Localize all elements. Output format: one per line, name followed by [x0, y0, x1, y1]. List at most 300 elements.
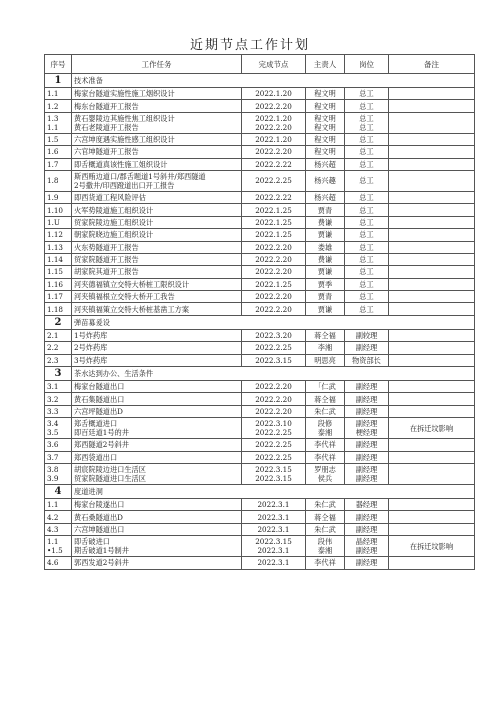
note-cell — [389, 170, 475, 191]
row-number — [45, 405, 72, 417]
date-cell — [242, 451, 306, 463]
role-cell — [345, 88, 389, 100]
date-cell — [242, 112, 306, 133]
row-number — [45, 204, 72, 216]
role-cell-line: 总工 — [359, 134, 374, 144]
table-row — [45, 354, 475, 366]
owner-cell — [306, 439, 345, 451]
date-cell-line: 2022.1.25 — [255, 230, 292, 240]
task-cell — [72, 342, 242, 354]
note-cell — [389, 291, 475, 303]
date-cell — [242, 170, 306, 191]
owner-cell — [306, 216, 345, 228]
date-cell — [242, 523, 306, 535]
row-number-line: 4.6 — [47, 558, 59, 568]
row-number-line: 1.12 — [47, 230, 64, 240]
date-cell-line: 2022.1.25 — [255, 205, 292, 215]
date-cell-line: 2022.3.1 — [257, 546, 290, 556]
owner-cell — [306, 498, 345, 510]
owner-cell-line: 朱仁武 — [314, 524, 336, 534]
row-number — [45, 170, 72, 191]
section-title: 技术准备 — [72, 74, 475, 88]
task-cell-line: 河夹镇福根立交特大桥开工我告 — [74, 292, 175, 302]
date-cell-line: 2022.2.20 — [255, 242, 292, 252]
date-cell-line: 2022.3.15 — [255, 355, 292, 365]
role-cell-line: 物资部长 — [352, 355, 381, 365]
table-row — [45, 393, 475, 405]
task-cell — [72, 523, 242, 535]
owner-cell — [306, 329, 345, 341]
owner-cell-line: 朱仁武 — [314, 500, 336, 510]
owner-cell-line: 蒋仝福 — [314, 394, 336, 404]
page-title: 近期节点工作计划 — [189, 38, 310, 53]
row-number-line: 1.9 — [47, 193, 59, 203]
role-cell-line: 副经理 — [355, 524, 378, 534]
task-cell — [72, 191, 242, 203]
owner-cell — [306, 291, 345, 303]
task-cell — [72, 204, 242, 216]
row-number-line: 1.1 — [47, 537, 59, 547]
date-cell-line: 2022.1.20 — [255, 89, 292, 99]
owner-cell-line: 泰湘 — [317, 546, 333, 556]
row-number — [45, 191, 72, 203]
date-cell-line: 2022.2.25 — [255, 343, 292, 353]
task-cell — [72, 498, 242, 510]
role-cell — [345, 253, 389, 265]
role-cell — [345, 523, 389, 535]
row-number-line: 2.3 — [47, 355, 59, 365]
owner-cell — [306, 100, 345, 112]
task-cell — [72, 241, 242, 253]
note-cell — [389, 405, 475, 417]
task-cell — [72, 329, 242, 341]
role-cell — [345, 191, 389, 203]
role-cell-line: 副经理 — [355, 473, 378, 483]
date-cell-line: 2022.2.20 — [255, 122, 292, 132]
table-row — [45, 112, 475, 133]
note-cell — [389, 146, 475, 158]
owner-cell-line: 程文明 — [314, 101, 336, 111]
owner-cell — [306, 158, 345, 170]
task-cell-line: 贸家院陵边施工组织设计 — [74, 217, 154, 227]
task-cell-line: 2号炸药库 — [74, 343, 108, 353]
row-number — [45, 88, 72, 100]
note-cell — [389, 451, 475, 463]
task-cell — [72, 170, 242, 191]
task-cell — [72, 112, 242, 133]
row-number — [45, 133, 72, 145]
task-cell-line: 1号炸药库 — [74, 331, 108, 341]
task-cell — [72, 557, 242, 569]
header-role: 岗位 — [345, 55, 389, 74]
role-cell — [345, 100, 389, 112]
date-cell — [242, 88, 306, 100]
role-cell-line: 副经理 — [355, 419, 378, 429]
note-cell — [389, 498, 475, 510]
row-number-line: 1.2 — [47, 101, 59, 111]
row-number — [45, 354, 72, 366]
table-row — [45, 133, 475, 145]
owner-cell — [306, 88, 345, 100]
row-number — [45, 278, 72, 290]
date-cell-line: 2022.3.10 — [255, 419, 292, 429]
date-cell — [242, 216, 306, 228]
owner-cell — [306, 266, 345, 278]
row-number — [45, 158, 72, 170]
date-cell-line: 2022.2.25 — [255, 176, 292, 186]
date-cell — [242, 253, 306, 265]
task-cell — [72, 511, 242, 523]
owner-cell — [306, 229, 345, 241]
task-cell-line: 贸家院隧道开工报告 — [74, 255, 139, 265]
role-cell-line: 副经理 — [355, 440, 378, 450]
task-cell — [72, 278, 242, 290]
row-number-line: 3.6 — [47, 440, 59, 450]
row-number-line: 1.1 — [47, 122, 59, 132]
row-number — [45, 229, 72, 241]
task-cell-line: 郑西袋道出口 — [74, 452, 118, 462]
note-cell — [389, 204, 475, 216]
note-cell — [389, 354, 475, 366]
owner-cell-line: 段修 — [317, 419, 333, 429]
owner-cell-line: 李湘 — [317, 343, 333, 353]
task-cell-line: 河夹德福镇立交特大桥桩工限织设计 — [74, 279, 190, 289]
row-number-line: 1.15 — [47, 267, 64, 277]
role-cell-line: 总工 — [359, 193, 374, 203]
table-row — [45, 216, 475, 228]
table-row — [45, 303, 475, 315]
row-number — [45, 291, 72, 303]
role-cell-line: 总工 — [359, 101, 374, 111]
date-cell-line: 2022.2.20 — [255, 304, 292, 314]
header-owner: 主责人 — [306, 55, 345, 74]
table-row — [45, 536, 475, 557]
table-row — [45, 523, 475, 535]
row-number-line: 1.1 — [47, 89, 59, 99]
owner-cell-line: 泰湘 — [317, 428, 333, 438]
note-cell — [389, 216, 475, 228]
section-row — [45, 315, 475, 329]
role-cell — [345, 291, 389, 303]
owner-cell-line: 杨兴趣 — [314, 176, 336, 186]
owner-cell — [306, 451, 345, 463]
role-cell — [345, 354, 389, 366]
date-cell — [242, 303, 306, 315]
date-cell — [242, 511, 306, 523]
row-number-line: 1.13 — [47, 242, 64, 252]
owner-cell-line: 贾谦 — [317, 267, 333, 277]
date-cell-line: 2022.2.25 — [255, 440, 292, 450]
task-cell — [72, 381, 242, 393]
role-cell — [345, 303, 389, 315]
task-cell-line: 黄石桑隧道出D — [74, 512, 123, 522]
task-cell-line: 郑西隧道2号斜井 — [74, 440, 129, 450]
table-row — [45, 291, 475, 303]
owner-cell-line: 蒋仝福 — [314, 331, 336, 341]
row-number — [45, 342, 72, 354]
task-cell — [72, 216, 242, 228]
row-number-line: 3.1 — [47, 382, 59, 392]
task-cell-line: 六官坤隧道开工报告 — [74, 147, 139, 157]
role-cell — [345, 133, 389, 145]
task-cell-line: 梅家台隧道实施性施工烟织设计 — [74, 89, 175, 99]
role-cell — [345, 536, 389, 557]
role-cell — [345, 418, 389, 439]
date-cell — [242, 204, 306, 216]
date-cell — [242, 418, 306, 439]
table-row — [45, 418, 475, 439]
date-cell-line: 2022.2.22 — [255, 193, 292, 203]
owner-cell — [306, 536, 345, 557]
row-number-line: 1.7 — [47, 159, 59, 169]
row-number-line: 2.1 — [47, 331, 59, 341]
date-cell — [242, 100, 306, 112]
row-number-line: 1.17 — [47, 292, 64, 302]
role-cell-line: 梗经理 — [355, 428, 378, 438]
row-number — [45, 393, 72, 405]
note-cell — [389, 241, 475, 253]
date-cell — [242, 146, 306, 158]
date-cell-line: 2022.3.1 — [257, 524, 290, 534]
task-cell-line: 胡家院其道开工报告 — [74, 267, 139, 277]
date-cell — [242, 498, 306, 510]
task-cell-line: 期舌破道1号制井 — [74, 546, 129, 556]
date-cell-line: 2022.2.25 — [255, 452, 292, 462]
row-number-line: 2.2 — [47, 343, 59, 353]
role-cell — [345, 439, 389, 451]
owner-cell — [306, 303, 345, 315]
owner-cell-line: 费谦 — [317, 255, 333, 265]
task-cell — [72, 303, 242, 315]
role-cell-line: 总工 — [359, 122, 374, 132]
row-number-line: 1.U — [47, 217, 60, 227]
date-cell — [242, 241, 306, 253]
owner-cell-line: 李代祥 — [314, 440, 336, 450]
role-cell — [345, 278, 389, 290]
date-cell — [242, 557, 306, 569]
row-number — [45, 418, 72, 439]
owner-cell-line: 段伟 — [317, 537, 333, 547]
row-number — [45, 216, 72, 228]
task-cell-line: 斯西贿边道口/郡舌题道1号斜井/郑西隧道 — [74, 171, 206, 181]
table-header-row — [45, 55, 475, 74]
date-cell — [242, 463, 306, 484]
row-number — [45, 523, 72, 535]
section-title: 弹苗募爰设 — [72, 315, 475, 329]
role-cell — [345, 229, 389, 241]
row-number — [45, 463, 72, 484]
table-row — [45, 439, 475, 451]
note-cell — [389, 158, 475, 170]
date-cell — [242, 439, 306, 451]
task-cell-line: 郭西发道2号斜井 — [74, 558, 129, 568]
owner-cell — [306, 463, 345, 484]
note-cell — [389, 342, 475, 354]
date-cell-line: 2022.3.15 — [255, 473, 292, 483]
row-number — [45, 381, 72, 393]
task-cell — [72, 405, 242, 417]
note-cell — [389, 329, 475, 341]
owner-cell-line: 贾季 — [317, 279, 333, 289]
task-cell-line: 六宫坤度遇实施性感工组织设计 — [74, 134, 175, 144]
row-number-line: 3.4 — [47, 419, 59, 429]
date-cell-line: 2022.1.25 — [255, 279, 292, 289]
date-cell-line: 2022.1.25 — [255, 217, 292, 227]
task-cell — [72, 100, 242, 112]
row-number-line: 1.5 — [47, 134, 59, 144]
date-cell-line: 2022.2.20 — [255, 292, 292, 302]
owner-cell-line: 「仁武 — [314, 382, 336, 392]
header-date: 完成节点 — [242, 55, 306, 74]
date-cell-line: 2022.2.20 — [255, 267, 292, 277]
note-cell — [389, 523, 475, 535]
table-row — [45, 342, 475, 354]
owner-cell-line: 程文明 — [314, 89, 336, 99]
owner-cell-line: 侯兵 — [317, 473, 333, 483]
owner-cell-line: 贾青 — [317, 205, 333, 215]
owner-cell-line: 程文明 — [314, 122, 336, 132]
task-cell-line: 梅东台隧道开工报告 — [74, 101, 139, 111]
date-cell-line: 2022.3.15 — [255, 464, 292, 474]
table-row — [45, 557, 475, 569]
row-number — [45, 439, 72, 451]
task-cell-line: 即舌概道真该性施工姐织设计 — [74, 159, 168, 169]
role-cell-line: 总工 — [359, 147, 374, 157]
role-cell-line: 副经理 — [355, 452, 378, 462]
role-cell-line: 副经理 — [355, 546, 378, 556]
table-row — [45, 451, 475, 463]
date-cell — [242, 536, 306, 557]
role-cell-line: 总工 — [359, 230, 374, 240]
row-number-line: 3.7 — [47, 452, 59, 462]
date-cell-line: 2022.2.20 — [255, 382, 292, 392]
role-cell-line: 总工 — [359, 279, 374, 289]
role-cell-line: 总工 — [359, 267, 374, 277]
table-row — [45, 146, 475, 158]
table-row — [45, 266, 475, 278]
task-cell — [72, 418, 242, 439]
row-number — [45, 536, 72, 557]
role-cell-line: 副经理 — [355, 382, 378, 392]
note-cell — [389, 278, 475, 290]
note-cell — [389, 381, 475, 393]
owner-cell-line: 程文明 — [314, 147, 336, 157]
row-number — [45, 557, 72, 569]
table-row — [45, 381, 475, 393]
role-cell-line: 总工 — [359, 242, 374, 252]
row-number — [45, 511, 72, 523]
date-cell — [242, 405, 306, 417]
owner-cell — [306, 253, 345, 265]
table-row — [45, 158, 475, 170]
role-cell-line: 副经理 — [355, 558, 378, 568]
table-row — [45, 511, 475, 523]
owner-cell — [306, 381, 345, 393]
task-cell-line: 郑舌概道进口 — [74, 419, 118, 429]
role-cell-line: 副较理 — [355, 331, 378, 341]
table-row — [45, 278, 475, 290]
task-cell-line: 贸家院隧道进口生活区 — [74, 473, 146, 483]
owner-cell — [306, 170, 345, 191]
role-cell — [345, 329, 389, 341]
owner-cell — [306, 354, 345, 366]
owner-cell — [306, 405, 345, 417]
date-cell-line: 2022.2.22 — [255, 159, 292, 169]
role-cell — [345, 241, 389, 253]
role-cell-line: 总工 — [359, 304, 374, 314]
note-cell — [389, 133, 475, 145]
row-number — [45, 498, 72, 510]
task-cell-line: 黄石婴陵边其施性焦工组织设计 — [74, 113, 175, 123]
date-cell — [242, 354, 306, 366]
row-number-line: 4.2 — [47, 512, 59, 522]
task-cell-line: 黄石集隧道出口 — [74, 394, 125, 404]
role-cell — [345, 112, 389, 133]
owner-cell — [306, 393, 345, 405]
date-cell-line: 2022.1.20 — [255, 134, 292, 144]
row-number-line: 1.3 — [47, 113, 59, 123]
task-cell — [72, 354, 242, 366]
role-cell-line: 总工 — [359, 113, 374, 123]
task-cell — [72, 291, 242, 303]
header-note: 备注 — [389, 55, 475, 74]
row-number-line: 1.16 — [47, 279, 64, 289]
task-cell — [72, 451, 242, 463]
date-cell-line: 2022.3.20 — [255, 331, 292, 341]
note-cell — [389, 439, 475, 451]
note-cell — [389, 112, 475, 133]
date-cell-line: 2022.2.20 — [255, 147, 292, 157]
owner-cell-line: 贾谦 — [317, 304, 333, 314]
task-cell — [72, 158, 242, 170]
table-row — [45, 100, 475, 112]
date-cell-line: 2022.2.20 — [255, 101, 292, 111]
table-row — [45, 405, 475, 417]
header-task: 工作任务 — [72, 55, 242, 74]
row-number — [45, 329, 72, 341]
date-cell — [242, 393, 306, 405]
role-cell — [345, 393, 389, 405]
task-cell-line: 河夹镇福策立交特大桥桩基凿工方案 — [74, 304, 190, 314]
section-title: 度道进洞 — [72, 484, 475, 498]
row-number — [45, 266, 72, 278]
note-cell — [389, 557, 475, 569]
task-cell — [72, 266, 242, 278]
note-cell — [389, 463, 475, 484]
role-cell-line: 副经理 — [355, 464, 378, 474]
note-cell: 在拆迁坟影响 — [389, 418, 475, 439]
task-cell-line: 胡宸院陵边进口生活区 — [74, 464, 146, 474]
section-number: 4 — [45, 484, 72, 498]
owner-cell — [306, 191, 345, 203]
table-row — [45, 229, 475, 241]
role-cell-line: 总工 — [359, 292, 374, 302]
row-number — [45, 112, 72, 133]
date-cell — [242, 191, 306, 203]
task-cell — [72, 229, 242, 241]
role-cell — [345, 381, 389, 393]
owner-cell-line: 罗朋志 — [314, 464, 336, 474]
owner-cell-line: 娄雄 — [317, 242, 333, 252]
role-cell-line: 副经理 — [355, 407, 378, 416]
role-cell — [345, 498, 389, 510]
task-cell — [72, 88, 242, 100]
row-number — [45, 100, 72, 112]
row-number — [45, 241, 72, 253]
owner-cell-line: 费谦 — [317, 217, 333, 227]
note-cell — [389, 511, 475, 523]
role-cell — [345, 146, 389, 158]
